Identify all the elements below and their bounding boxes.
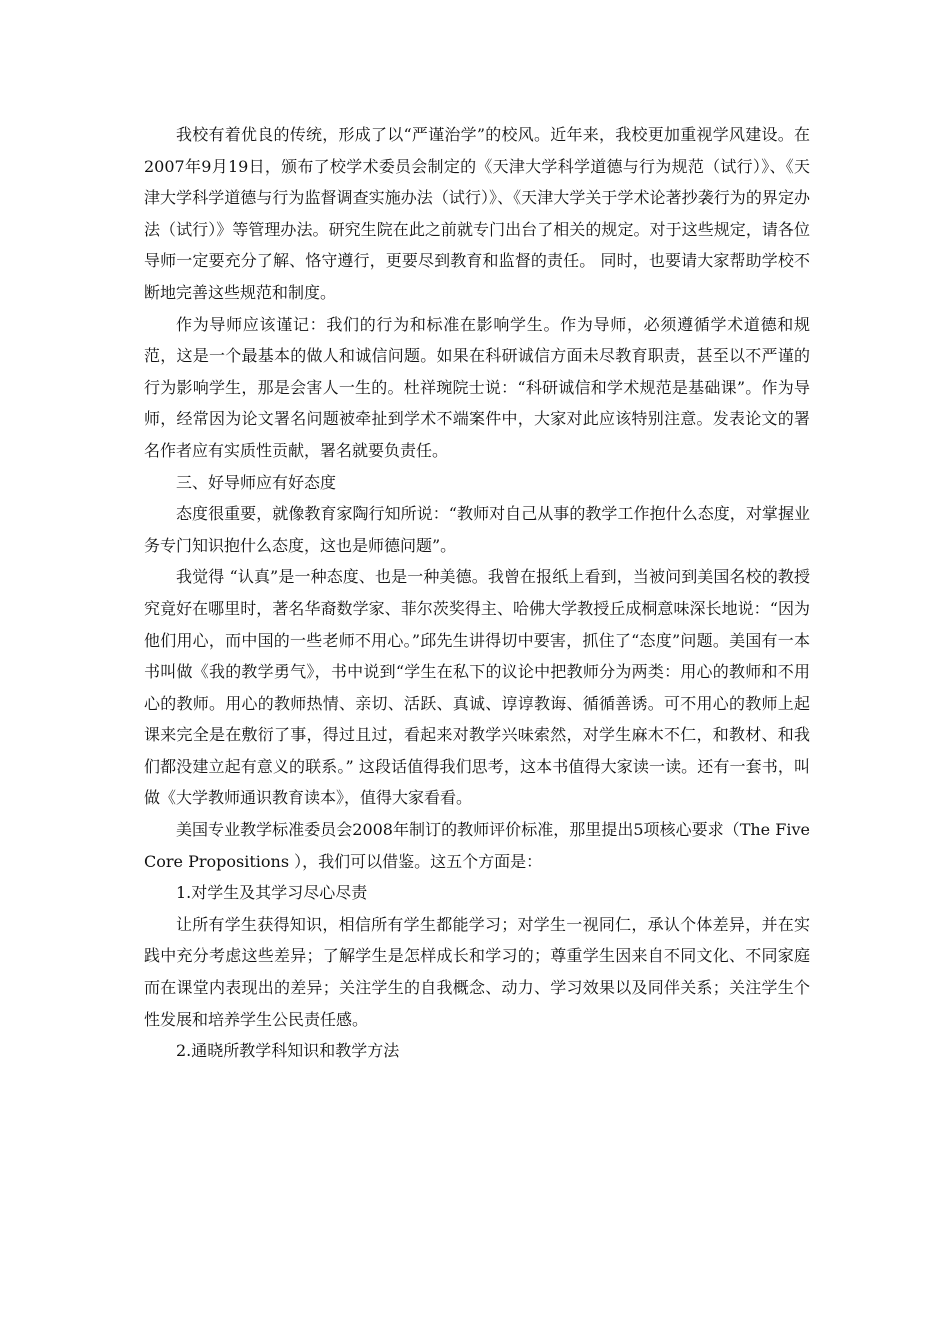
- paragraph-student-commitment: 让所有学生获得知识，相信所有学生都能学习；对学生一视同仁，承认个体差异，并在实践中充分考虑这些差异；了解学生是怎样成长和学习的；尊重学生因来自不同文化、不同家庭而在课堂内表现出的差异；关注学生的自我概念、动力、学习效果以及同伴关系；关注学生个性发展和培养学生公民责任感。: [144, 914, 810, 1029]
- section-heading-attitude: 三、好导师应有好态度: [176, 472, 337, 492]
- paragraph-attitude-importance: 态度很重要，就像教育家陶行知所说：“教师对自己从事的教学工作抱什么态度，对掌握业务专门知识抱什么态度，这也是师德问题”。: [144, 504, 810, 555]
- paragraph-earnestness: 我觉得 “认真”是一种态度、也是一种美德。我曾在报纸上看到，当被问到美国名校的教授究竟好在哪里时，著名华裔数学家、菲尔茨奖得主、哈佛大学教授丘成桐意味深长地说：“因为他们用心，而中国的一些老师不用心。”邱先生讲得切中要害，抓住了“态度”问题。美国有一本书叫做《我的教学勇气》，书中说到“学生在私下的议论中把教师分为两类：用心的教师和不用心的教师。用心的教师热情、亲切、活跃、真诚、谆谆教诲、循循善诱。可不用心的教师上起课来完全是在敷衍了事，得过且过，看起来对教学兴味索然，对学生麻木不仁，和教材、和我们都没建立起有意义的联系。” 这段话值得我们思考，这本书值得大家读一读。还有一套书，叫做《大学教师通识教育读本》，值得大家看看。: [144, 567, 810, 808]
- document-body: [144, 119, 810, 1067]
- paragraph-teaching-standards: 美国专业教学标准委员会2008年制订的教师评价标准，那里提出5项核心要求（The Five Core Propositions ），我们可以借鉴。这五个方面是：: [144, 820, 810, 871]
- paragraph-school-tradition: 我校有着优良的传统，形成了以“严谨治学”的校风。近年来，我校更加重视学风建设。在2007年9月19日，颁布了校学术委员会制定的《天津大学科学道德与行为规范（试行）》、《天津大学科学道德与行为监督调查实施办法（试行）》、《天津大学关于学术论著抄袭行为的界定办法（试行）》等管理办法。研究生院在此之前就专门出台了相关的规定。对于这些规定，请各位导师一定要充分了解、恪守遵行，更要尽到教育和监督的责任。 同时，也要请大家帮助学校不断地完善这些规范和制度。: [144, 125, 810, 302]
- paragraph-mentor-conduct: 作为导师应该谨记：我们的行为和标准在影响学生。作为导师，必须遵循学术道德和规范，这是一个最基本的做人和诚信问题。如果在科研诚信方面未尽教育职责，甚至以不严谨的行为影响学生，那是会害人一生的。杜祥琬院士说：“科研诚信和学术规范是基础课”。作为导师，经常因为论文署名问题被牵扯到学术不端案件中，大家对此应该特别注意。发表论文的署名作者应有实质性贡献，署名就要负责任。: [144, 314, 810, 460]
- list-heading-1: 1.对学生及其学习尽心尽责: [176, 883, 368, 903]
- list-heading-2: 2.通晓所教学科知识和教学方法: [176, 1041, 400, 1061]
